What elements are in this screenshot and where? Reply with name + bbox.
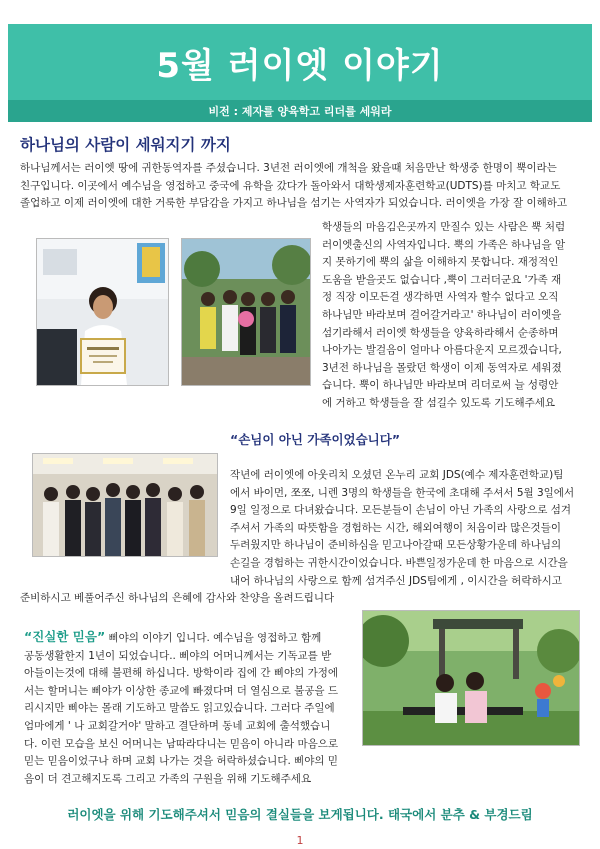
title-banner [8,24,592,100]
text-line: 하나님께서는 러이엣 땅에 귀한동역자를 주셨습니다. 3년전 러이엣에 개척을 왔을때 처음만난 학생중 한명이 뿍이라는 [20,162,557,174]
photo-group-visit [32,453,218,557]
text-line: 손길을 경험하는 귀한시간이었습니다. 바쁜일정가운데 한 마음으로 시간을 [230,556,568,569]
text-line: 음이 더 견고해지도록 그리고 가족의 구원을 위해 기도해주세요 [24,772,312,785]
text-line: 에서 바이먼, 쪼쪼, 니렌 3명의 학생들을 한국에 초대해 주셔서 5월 3일에서 [230,486,575,499]
section1-intro [20,160,590,213]
text-line: 지 못하기에 뿍의 삶을 이해하지 못합니다. 재정적인 [322,256,559,269]
text-line: 주셔서 가족의 따뜻함을 경험하는 시간, 해외여행이 처음이라 많은것들이 [230,521,561,534]
newsletter-title: 5월 러이엣 이야기 [156,45,444,86]
page-number: 1 [296,834,304,847]
text-line: 두려웠지만 하나님이 준비하심을 믿고나아갈때 모든상황가운데 하나님의 [230,539,562,552]
vision-bar [8,100,592,122]
text-line: 내어 하나님의 사랑으로 함께 섬겨주신 JDS팀에게 , 이시간을 허락하시고 [230,574,562,587]
text-line: 친구입니다. 이곳에서 예수님을 영접하고 중국에 유학을 갔다가 돌아와서 대학생제자훈련학교(UDTS)를 마치고 학교도 [20,179,561,192]
section2-heading: “손님이 아닌 가족이었습니다” [230,432,401,447]
section3-accent-title: “진실한 믿음” [24,629,106,644]
section3-first-line: 삐야의 이야기 입니다. 예수님을 영접하고 함께 [105,632,322,644]
section2-closing [20,590,590,608]
section1-title: 하나님의 사람이 세워지기 까지 [20,136,231,154]
text-line: 아들이는것에 대해 불편해 하십니다. 방학이라 집에 간 삐야의 가정에 [24,667,339,680]
photo-graduate-certificate [36,238,169,386]
section1-side-text [322,219,592,413]
text-line: 습니다. 뿍이 하나님만 바라보며 리더로써 늘 성령안 [322,379,559,392]
text-line: 공동생활한지 1년이 되었습니다.. 삐야의 어머니께서는 기독교를 받 [24,649,332,662]
section3-text [24,628,354,788]
text-line: 졸업하고 이제 러이엣에 대한 거룩한 부담감을 가지고 하나님을 섬기는 사역자가 되었습니다. 러이엣을 가장 잘 이해하고 [20,197,568,210]
text-line: 작년에 러이엣에 아웃리치 오셨던 온누리 교회 JDS(예수 제자훈련학교)팀 [230,469,564,481]
text-line: 엄마에게 ' 나 교회갈거야' 말하고 결단하며 동네 교회에 출석했습니 [24,719,331,732]
text-line [24,628,354,648]
photo-family-flowers [181,238,311,386]
text-line: 9일 일정으로 다녀왔습니다. 모든분들이 손님이 아닌 가족의 사랑으로 섬겨 [230,504,572,517]
photo-two-girls-garden [362,610,580,746]
text-line: 정 직장 이모든걸 생각하면 사역자 할수 없다고 오직 [322,291,559,304]
text-line: 하나님만 바라보며 걸어갈거라고' 하나님이 러이엣을 [322,308,562,321]
text-line: 리시지만 삐야는 몰래 기도하고 말씀도 읽고있습니다. 그러다 주일에 [24,702,335,715]
closing-message: 러이엣을 위해 기도해주셔서 믿음의 결실들을 보게됩니다. 태국에서 분추 & 부경드림 [67,807,533,822]
text-line: 3년전 하나님을 몰랐던 학생이 이제 동역자로 세워졌 [322,361,562,374]
text-line: 러이엣출신의 사역자입니다. 뿍의 가족은 하나님을 알 [322,238,566,251]
text-line: 나아가는 발걸음이 얼마나 아름다운지 모르겠습니다, [322,344,562,357]
vision-text: 비전 : 제자를 양육학고 리더를 세워라 [208,105,392,118]
text-line: 학생들의 마음김은곳까지 만질수 있는 사람은 뿍 처럼 [322,221,566,233]
section2-side-text [230,467,595,590]
text-line: 도움을 받을곳도 없습니다 ,뿍이 그러더군요 '가족 재 [322,273,562,286]
text-line: 믿는 믿음이었구나 하며 교회 나가는 것을 허락하셨습니다. 삐야의 믿 [24,755,339,768]
text-line: 섬기라해서 러이엣 학생들을 양육하라해서 순종하며 [322,326,559,339]
text-line: 에 거하고 학생들을 잘 섬길수 있도록 기도해주세요 [322,396,556,409]
text-line: 서는 할머니는 삐야가 이상한 종교에 빠졌다며 더 열심으로 불공을 드 [24,684,339,697]
text-line: 준비하시고 베풀어주신 하나님의 은혜에 감사와 찬양을 올려드립니다 [20,592,335,604]
text-line: 다. 이런 모습을 보신 어머니는 남따라다니는 믿음이 아니라 마음으로 [24,737,339,750]
